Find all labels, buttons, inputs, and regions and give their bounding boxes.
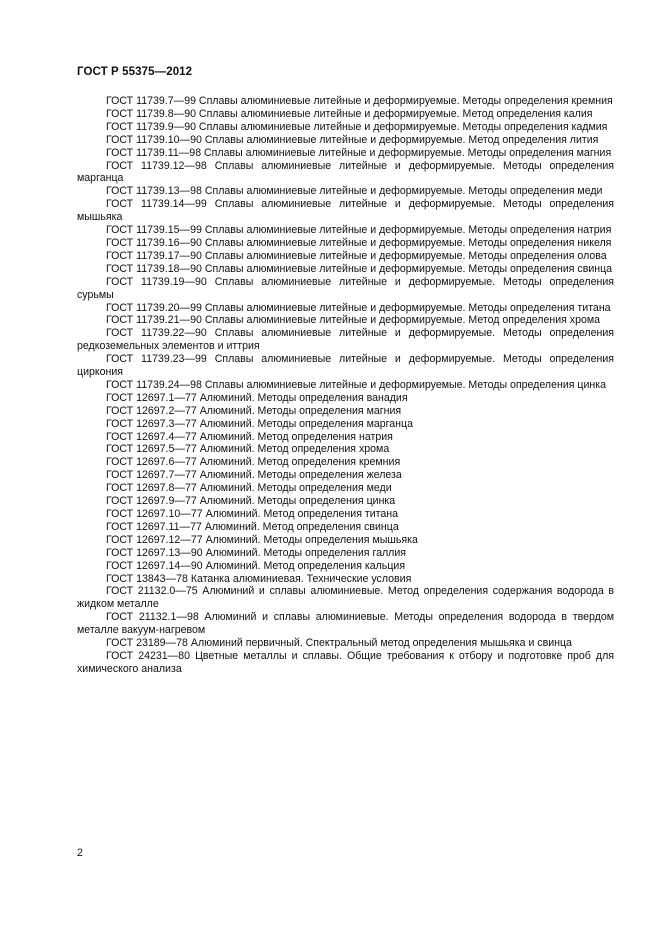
reference-entry: ГОСТ 12697.10—77 Алюминий. Метод определения титана <box>106 508 399 520</box>
reference-entry: ГОСТ 12697.12—77 Алюминий. Методы определения мышьяка <box>106 533 418 546</box>
reference-entry: ГОСТ 11739.23—99 Сплавы алюминиевые литейные и деформируемые. Методы определения циркония <box>77 353 614 379</box>
reference-entry: ГОСТ 21132.0—75 Алюминий и сплавы алюминиевые. Метод определения содержания водорода в жидком металле <box>77 585 614 611</box>
reference-entry: ГОСТ 12697.11—77 Алюминий. Метод определения свинца <box>106 520 399 533</box>
reference-entry: ГОСТ 12697.9—77 Алюминий. Методы определения цинка <box>106 495 396 508</box>
reference-entry: ГОСТ 12697.7—77 Алюминий. Методы определения железа <box>106 469 402 482</box>
references-list <box>77 95 614 676</box>
reference-entry: ГОСТ 12697.6—77 Алюминий. Метод определения кремния <box>106 456 401 469</box>
reference-entry: ГОСТ 11739.15—99 Сплавы алюминиевые литейные и деформируемые. Методы определения натрия <box>106 224 612 237</box>
reference-entry: ГОСТ 11739.7—99 Сплавы алюминиевые литейные и деформируемые. Методы определения кремния <box>106 95 613 107</box>
reference-entry: ГОСТ 11739.11—98 Сплавы алюминиевые литейные и деформируемые. Методы определения магния <box>106 146 612 159</box>
page-number: 2 <box>77 847 83 859</box>
reference-entry: ГОСТ 11739.8—90 Сплавы алюминиевые литейные и деформируемые. Метод определения калия <box>106 107 593 120</box>
reference-entry: ГОСТ 12697.2—77 Алюминий. Методы определения магния <box>106 404 402 417</box>
reference-entry: ГОСТ 12697.4—77 Алюминий. Метод определения натрия <box>106 430 393 443</box>
reference-entry: ГОСТ 11739.9—90 Сплавы алюминиевые литейные и деформируемые. Методы определения кадмия <box>106 120 608 133</box>
reference-entry: ГОСТ 12697.13—90 Алюминий. Методы определения галлия <box>106 546 407 559</box>
reference-entry: ГОСТ 12697.3—77 Алюминий. Методы определения марганца <box>106 417 413 430</box>
reference-entry: ГОСТ 11739.16—90 Сплавы алюминиевые литейные и деформируемые. Методы определения никеля <box>106 236 612 249</box>
reference-entry: ГОСТ 12697.14—90 Алюминий. Метод определения кальция <box>106 559 406 572</box>
reference-entry: ГОСТ 11739.14—99 Сплавы алюминиевые литейные и деформируемые. Методы определения мышьяка <box>77 198 614 224</box>
reference-entry: ГОСТ 12697.8—77 Алюминий. Методы определения меди <box>106 482 392 495</box>
reference-entry: ГОСТ 11739.24—98 Сплавы алюминиевые литейные и деформируемые. Методы определения цинка <box>106 378 607 391</box>
reference-entry: ГОСТ 11739.22—90 Сплавы алюминиевые литейные и деформируемые. Методы определения редкоземельных элементов и иттрия <box>77 327 614 353</box>
reference-entry: ГОСТ 11739.21—90 Сплавы алюминиевые литейные и деформируемые. Метод определения хрома <box>106 314 601 327</box>
reference-entry: ГОСТ 24231—80 Цветные металлы и сплавы. Общие требования к отбору и подготовке проб для химического анализа <box>77 649 614 675</box>
reference-entry: ГОСТ 11739.13—98 Сплавы алюминиевые литейные и деформируемые. Методы определения меди <box>106 185 603 198</box>
document-header: ГОСТ Р 55375—2012 <box>77 66 193 78</box>
reference-entry: ГОСТ 23189—78 Алюминий первичный. Спектральный метод определения мышьяка и свинца <box>106 637 572 650</box>
reference-entry: ГОСТ 11739.10—90 Сплавы алюминиевые литейные и деформируемые. Метод определения лития <box>106 133 599 146</box>
reference-entry: ГОСТ 11739.20—99 Сплавы алюминиевые литейные и деформируемые. Методы определения титана <box>106 301 611 314</box>
reference-entry: ГОСТ 12697.5—77 Алюминий. Метод определения хрома <box>106 443 390 456</box>
reference-entry: ГОСТ 11739.18—90 Сплавы алюминиевые литейные и деформируемые. Методы определения свинца <box>106 262 613 275</box>
reference-entry: ГОСТ 11739.17—90 Сплавы алюминиевые литейные и деформируемые. Методы определения олова <box>106 249 607 262</box>
reference-entry: ГОСТ 11739.12—98 Сплавы алюминиевые литейные и деформируемые. Методы определения марганца <box>77 159 614 185</box>
reference-entry: ГОСТ 13843—78 Катанка алюминиевая. Технические условия <box>106 572 412 585</box>
reference-entry: ГОСТ 21132.1—98 Алюминий и сплавы алюминиевые. Методы определения водорода в твердом металле вакуум-нагревом <box>77 611 614 637</box>
reference-entry: ГОСТ 12697.1—77 Алюминий. Методы определения ванадия <box>106 391 408 404</box>
reference-entry: ГОСТ 11739.19—90 Сплавы алюминиевые литейные и деформируемые. Методы определения сурьмы <box>77 275 614 301</box>
